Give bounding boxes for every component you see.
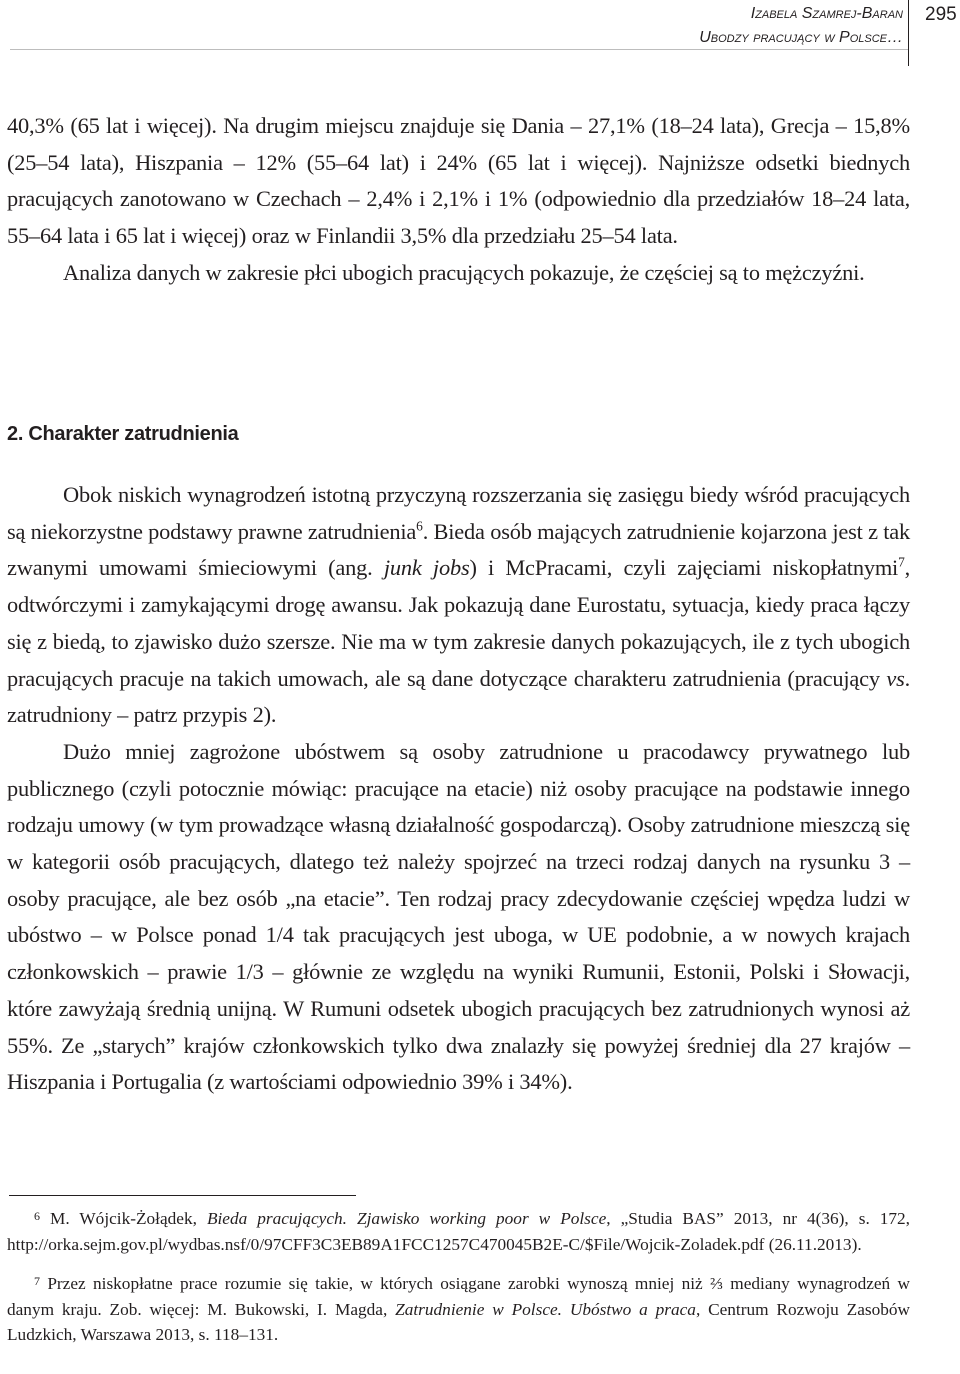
paragraph-3-part-4: , odtwórczymi i zamykającymi drogę awansu. Jak pokazują dane Eurostatu, sytuacja, kiedy praca łączy się z biedą, to zjawisko dużo szersze. Nie ma w tym zakresie danych pokazujących, ile z tych ubogich pracujących pracuje na takich umowach, ale są dane dotyczące charakteru zatrudnienia (pracujący: [7, 555, 910, 691]
footnote-7-title: Zatrudnienie w Polsce. Ubóstwo a praca: [395, 1299, 696, 1319]
footnote-7: [7, 1269, 910, 1348]
body-text-section: [7, 477, 910, 1101]
footnote-ref-6[interactable]: 6: [416, 518, 423, 534]
footnote-7-part-1: Przez niskopłatne prace rozumie się takie, w których osiągane zarobki wynoszą mniej niż ⅔ mediany wynagrodzeń w danym kraju. Zob. więcej: M. Bukowski, I. Magda,: [7, 1274, 910, 1319]
paragraph-4: Dużo mniej zagrożone ubóstwem są osoby zatrudnione u pracodawcy prywatnego lub publicznego (czyli potocznie mówiąc: pracujące na etacie) niż osoby pracujące na podstawie innego rodzaju umowy (w tym prowadzące własną działalność gospodarczą). Osoby zatrudnione mieszczą się w kategorii osób pracujących, dlatego też należy spojrzeć na trzeci rodzaj danych na rysunku 3 – osoby pracujące, ale bez osób „na etacie”. Ten rodzaj pracy zdecydowanie częściej wpędza ludzi w ubóstwo – w Polsce ponad 1/4 tak pracujących jest uboga, w UE podobnie, a w nowych krajach członkowskich – prawie 1/3 – głównie ze względu na wyniki Rumunii, Estonii, Polski i Słowacji, które zawyżają średnią unijną. W Rumuni odsetek ubogich pracujących bez zatrudnionych wynosi aż 55%. Ze „starych” krajów członkowskich tylko dwa znalazły się powyżej średniej dla 27 krajów – Hiszpania i Portugalia (z wartościami odpowiednio 39% i 34%).: [7, 738, 910, 1095]
footnotes: [7, 1204, 910, 1360]
paragraph-3-part-2: . Bieda osób mających zatrudnienie kojarzona jest z tak zwanymi umowami śmieciowymi (ang.: [7, 518, 911, 581]
paragraph-1: 40,3% (65 lat i więcej). Na drugim miejscu znajduje się Dania – 27,1% (18–24 lata), Grecja – 15,8% (25–54 lata), Hiszpania – 12% (55–64 lat) i 24% (65 lat i więcej). Najniższe odsetki biednych pracujących zanotowano w Czechach – 2,4% i 2,1% i 1% (odpowiednio dla przedziałów 18–24 lata, 55–64 lata i 65 lat i więcej) oraz w Finlandii 3,5% dla przedziału 25–54 lata.: [7, 113, 910, 249]
footnote-7-part-2: , Centrum Rozwoju Zasobów Ludzkich, Warszawa 2013, s. 118–131.: [7, 1299, 911, 1345]
footnote-number: 7: [34, 1274, 40, 1289]
paragraph-3-italic-term: junk jobs: [383, 555, 470, 581]
footnote-ref-7[interactable]: 7: [898, 554, 905, 570]
running-head-title: Ubodzy pracujący w Polsce…: [699, 29, 903, 46]
running-head-author: Izabela Szamrej-Baran: [750, 5, 903, 22]
page-number: 295: [925, 4, 957, 25]
footnote-number: 6: [34, 1209, 40, 1223]
paragraph-3-part-1: Obok niskich wynagrodzeń istotną przyczyną rozszerzania się zasięgu biedy wśród pracujących są niekorzystne podstawy prawne zatrudnienia: [7, 482, 910, 544]
section-heading: 2. Charakter zatrudnienia: [7, 423, 239, 445]
header-divider: [908, 0, 909, 66]
running-head: [699, 2, 903, 50]
footnote-6-part-1: M. Wójcik-Żołądek,: [50, 1209, 207, 1228]
paragraph-3: [7, 477, 910, 734]
footnote-6-title: Bieda pracujących. Zjawisko working poor w Polsce: [206, 1209, 607, 1228]
footnote-6: [7, 1204, 910, 1257]
header-underline: [10, 49, 908, 50]
paragraph-3-part-5: . zatrudniony – patrz przypis 2).: [7, 665, 910, 728]
footnote-6-part-2: , „Studia BAS” 2013, nr 4(36), s. 172, http://orka.sejm.gov.pl/wydbas.nsf/0/97CFF3C3EB89A1FCC1257C470045B2E-C/$File/Wojcik-Zoladek.pdf (26.11.2013).: [7, 1209, 910, 1254]
footnote-separator: [9, 1195, 356, 1196]
paragraph-3-part-3: ) i McPracami, czyli zajęciami niskopłatnymi: [469, 555, 899, 581]
paragraph-2: Analiza danych w zakresie płci ubogich pracujących pokazuje, że częściej są to mężczyźni.: [63, 259, 865, 285]
paragraph-3-italic-vs: vs: [886, 665, 905, 691]
body-text-top: [7, 108, 910, 292]
